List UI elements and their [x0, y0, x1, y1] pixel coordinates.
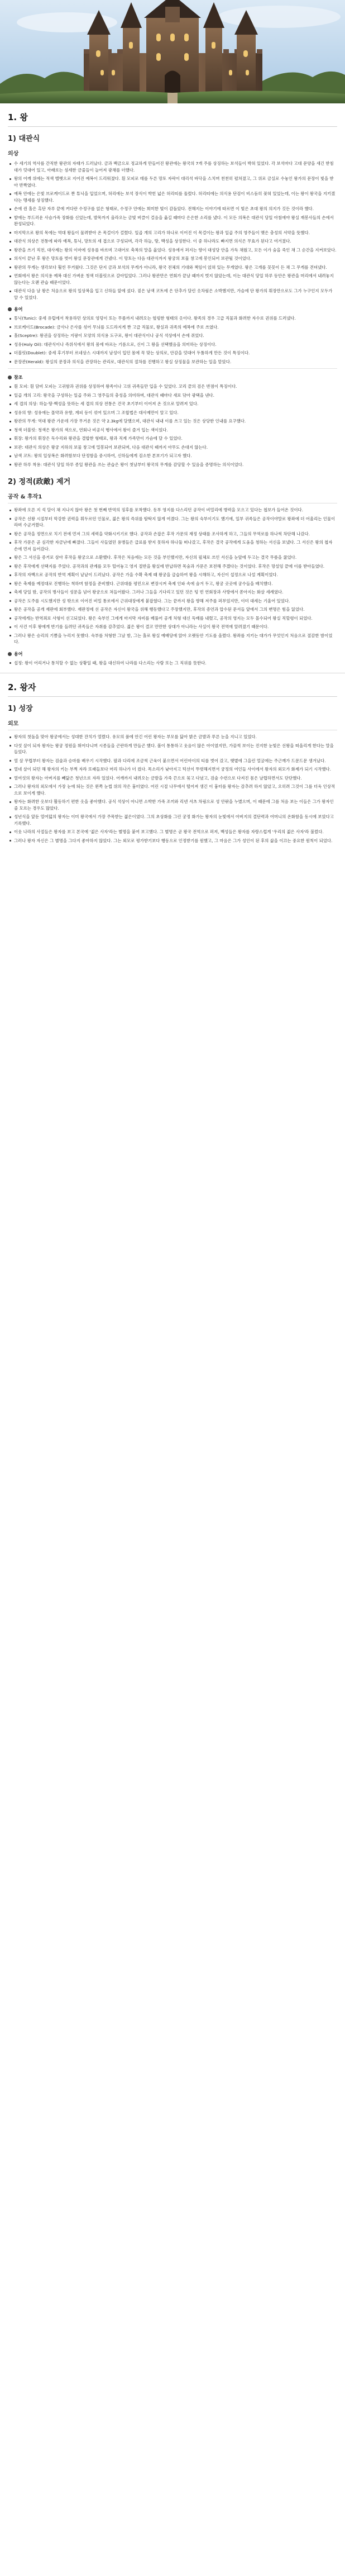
list-item: 공작은 선왕 시절부터 막강한 권력을 휘두르던 인물로, 젊은 왕의 즉위를 탐탁지 않게 여겼다. 그는 왕의 숙부이기도 했기에, 일부 귀족들은 공작이야말로 왕좌에 더 어울리는 인물이라며 수군거렸다. [8, 516, 337, 529]
list-item: 흰 모피: 흰 담비 모피는 고귀함과 권위를 상징하여 왕족이나 고위 귀족들만 입을 수 있었다. 꼬리 끝의 검은 반점이 특징이다. [8, 383, 337, 390]
block-heading: 공작 & 후작1 [8, 492, 337, 503]
list-item: 세 겹의 의상: 하늘·땅·백성을 뜻하는 세 겹의 의상 전통은 건국 초기부터 이어져 온 것으로 알려져 있다. [8, 401, 337, 407]
list-item: 연회에서 왕은 의식용 예복 대신 가벼운 청색 더블릿으로 갈아입었다. 그러나 왕관만은 연회가 끝날 때까지 벗지 않았는데, 이는 대관식 당일 하루 동안은 왕관을 머리에서 내려놓지 않는다는 오랜 관습 때문이었다. [8, 273, 337, 286]
list-item: 성유(Holy Oil): 대관식이나 즉위식에서 왕의 몸에 바르는 기름으로, 신이 그 왕을 선택했음을 의미하는 상징이다. [8, 341, 337, 348]
terms-heading-label: 용어 [14, 651, 23, 657]
list-item: 왕은 공작을 정면으로 치기 전에 먼저 그의 세력을 약화시키기로 했다. 공작과 손잡은 후작 가문의 재정 상태를 조사하게 하고, 그들의 무역로를 하나씩 차단해 나갔다. [8, 531, 337, 538]
bullet-list [8, 160, 337, 301]
list-item: 왕관을 쓰기 직전, 대사제는 왕의 이마에 성유를 바르며 고대어로 축복의 말을 읊었다. 성유에서 퍼지는 향이 대성당 안을 가득 채웠고, 모든 이가 숨을 죽인 채 그 순간을 지켜보았다. [8, 247, 337, 254]
list-item: 보관: 대관식 의상은 왕궁 지하의 보물 창고에 밀봉되어 보관되며, 다음 대관식 때까지 아무도 손대지 않는다. [8, 444, 337, 451]
list-item: 이 사건 이후 왕에게 반기를 들려던 귀족들은 자취를 감추었다. 젊은 왕이 결코 만만한 상대가 아니라는 사실이 왕국 전역에 알려졌기 때문이다. [8, 624, 337, 630]
list-item: 남색 코트: 왕의 일상복은 화려함보다 단정함을 중시하여, 신하들에게 검소한 본보기가 되고자 했다. [8, 453, 337, 459]
bullet-list [8, 734, 337, 844]
reference-heading [8, 374, 337, 381]
bullet-icon [8, 307, 12, 311]
list-item: 다섯 살이 되자 왕자는 왕궁 정원을 뛰어다니며 시종들을 곤란하게 만들곤 했다. 볼이 통통하고 웃음이 많은 아이였지만, 가끔씩 보이는 진지한 눈빛은 선왕을 떠올리게 한다는 말을 들었다. [8, 743, 337, 755]
list-item: 문장관(Herald): 왕실의 문장과 의식을 관장하는 관리로, 대관식의 절차를 진행하고 왕실 상징물을 보관하는 일을 맡았다. [8, 359, 337, 365]
list-item: 예복 안에는 은빛 브로케이드로 짠 튜닉을 입었으며, 허리에는 보석 장식이 박힌 넓은 허리띠를 둘렀다. 허리띠에는 의식용 단검이 비스듬히 꽂혀 있었는데, 이는 왕이 왕국을 지키겠다는 맹세를 상징했다. [8, 191, 337, 203]
terms-heading-label: 용어 [14, 307, 23, 312]
bullet-icon [8, 652, 12, 656]
list-item: 왕관의 무게: 역대 왕관 가운데 가장 무거운 것은 약 2.3kg에 달했으며, 대관식 내내 이를 쓰고 있는 것은 상당한 인내를 요구했다. [8, 418, 337, 425]
bullet-list [8, 507, 337, 645]
divider [8, 368, 337, 369]
list-item: 대관식 다음 날 왕은 처음으로 왕의 일상복을 입고 신하들 앞에 섰다. 짙은 남색 코트에 은 단추가 달린 옷차림은 소박했지만, 가슴에 단 왕가의 휘장만으로도 그가 누구인지 모두가 알 수 있었다. [8, 288, 337, 301]
list-item: 축제 당일 밤, 공작의 병사들이 성문을 넘어 왕궁으로 쳐들어왔다. 그러나 그들을 기다리고 있던 것은 텅 빈 연회장과 사방에서 쏟아지는 화살 세례였다. [8, 589, 337, 596]
subsection-title: 1) 성장 [8, 705, 33, 713]
list-item: 의식이 끝난 후 왕은 망토를 벗어 왕실 문장관에게 건넸다. 이 망토는 다음 대관식까지 왕궁의 보물 창고에 봉인되어 보관될 것이었다. [8, 255, 337, 262]
list-item: 그러나 왕자 자신은 그 별명을 그다지 좋아하지 않았다. 그는 외모로 평가받기보다 행동으로 인정받기를 원했고, 그 마음은 그가 성인이 된 후의 삶을 이끄는 중요한 원칙이 되었다. [8, 838, 337, 844]
list-item: 그러나 왕자의 외모에서 가장 눈에 띄는 것은 왼쪽 눈썹 위의 작은 흉터였다. 어린 시절 나무에서 떨어져 생긴 이 흉터를 왕자는 감추려 하지 않았고, 오히려 그것이 그를 더욱 인상적으로 보이게 했다. [8, 783, 337, 796]
terms-heading [8, 306, 337, 312]
list-item: 발에는 부드러운 사슴가죽 장화를 신었는데, 발목까지 올라오는 금빛 버클이 걸음을 옮길 때마다 은은한 소리를 냈다. 이 모든 의복은 대관식 당일 아침에야 왕실 재봉사들의 손에서 완성되었다. [8, 215, 337, 227]
castle-illustration [0, 0, 345, 103]
list-item: 청색 더블릿: 청색은 왕가의 색으로, 연회나 비공식 행사에서 왕이 즐겨 입는 색이었다. [8, 427, 337, 434]
list-item: 튜닉(Tunic): 중세 유럽에서 착용하던 상의로 엉덩이 또는 무릎까지 내려오는 헐렁한 형태의 옷이다. 왕족의 경우 고급 직물과 화려한 자수로 권위를 드러냈다. [8, 315, 337, 322]
list-item: 더블릿(Doublet): 중세 후기부터 르네상스 시대까지 남성이 입던 몸에 꼭 맞는 상의로, 안감을 덧대어 두툼하게 만든 것이 특징이다. [8, 350, 337, 357]
list-item: 일곱 개의 고리: 왕국을 구성하는 일곱 주와 그 영주들의 충성을 의미하며, 대관식 때마다 새로 닦아 광택을 낸다. [8, 392, 337, 399]
document-page [0, 0, 345, 855]
reference-heading-label: 참조 [14, 375, 23, 380]
reference-list [8, 383, 337, 468]
list-item: 왕관의 무게는 생각보다 훨씬 무거웠다. 그것은 단지 금과 보석의 무게가 아니라, 왕국 전체의 기대와 책임이 얹혀 있는 무게였다. 왕은 고개를 꼿꼿이 든 채 그 무게를 견뎌냈다. [8, 264, 337, 271]
block-heading: 의상 [8, 151, 19, 157]
list-item: 성유의 향: 성유에는 몰약과 유향, 계피 등이 섞여 있으며 그 조합법은 대사제만이 알고 있다. [8, 410, 337, 416]
list-item: 열여섯의 왕자는 아버지를 빼닮은 청년으로 자라 있었다. 어깨까지 내려오는 금발을 가죽 끈으로 묶고 다녔고, 검술 수련으로 다져진 몸은 날렵하면서도 단단했다. [8, 775, 337, 782]
list-item: 왕좌에 오른 지 석 달이 채 지나지 않아 왕은 첫 번째 반역의 징후를 포착했다. 동부 영지를 다스리던 공작이 비밀리에 병력을 모으고 있다는 첩보가 들어온 것이다. [8, 507, 337, 514]
list-item: 왕은 후작에게 선택지를 주었다. 공작과의 관계를 모두 털어놓고 영지 절반을 왕실에 반납하면 목숨과 가문은 보전해 주겠다는 것이었다. 후작은 망설임 끝에 이를 받아들였다. [8, 563, 337, 570]
list-item: 손에 쥔 홀은 흑단 자루 끝에 커다란 수정구를 얹은 형태로, 수정구 안에는 희미한 빛이 감돌았다. 전해지는 이야기에 따르면 이 빛은 초대 왕의 의지가 깃든 것이라 했다. [8, 206, 337, 212]
section-title: 1. 왕 [8, 111, 337, 127]
list-item: 이웃 나라의 사절들은 왕자를 보고 본국에 '젊은 사자'라는 별명을 붙여 보고했다. 그 별명은 곧 왕국 전역으로 퍼져, 백성들은 왕자를 자랑스럽게 '우리의 젊은 사자'라 불렀다. [8, 829, 337, 835]
list-item: 열 살 무렵부터 왕자는 검술과 승마를 배우기 시작했다. 팔과 다리에 조금씩 근육이 붙으면서 어린아이의 티를 벗어 갔고, 햇볕에 그을린 얼굴에는 주근깨가 드문드문 생겨났다. [8, 758, 337, 764]
list-item: 수 세기의 역사를 간직한 왕관의 자태가 드러났다. 금과 백금으로 정교하게 만들어진 왕관에는 왕국의 7개 주를 상징하는 보석들이 박혀 있었다. 각 보석마다 고대 문양을 새긴 받침대가 덧대어 있고, 아래로는 섬세한 금줄들이 늘어져 광채를 더했다. [8, 160, 337, 173]
list-item: 공작에게는 반역죄로 사형이 선고되었다. 왕은 숙부인 그에게 마지막 자비를 베풀어 공개 처형 대신 독배를 내렸고, 공작의 영지는 모두 몰수되어 왕실 직할령이 되었다. [8, 615, 337, 622]
list-item: 후작 가문은 곧 심각한 자금난에 빠졌다. 그들이 사들였던 용병들은 급료를 받지 못하자 하나둘 떠나갔고, 후작은 결국 공작에게 도움을 청하는 서신을 보냈다. 그 서신은 왕의 첩자 손에 먼저 들어갔다. [8, 539, 337, 552]
list-item: 대관식 의상은 전통에 따라 예복, 튜닉, 망토의 세 겹으로 구성되며, 각각 하늘, 땅, 백성을 상징한다. 이 중 하나라도 빠지면 의식은 무효가 된다고 여겨졌다. [8, 238, 337, 245]
list-item: 마지막으로 왕의 목에는 역대 왕들이 물려받아 온 목걸이가 걸렸다. 일곱 개의 고리가 하나로 이어진 이 목걸이는 왕과 일곱 주의 영주들이 맺은 충성의 서약을 뜻했다. [8, 230, 337, 236]
block-heading: 외모 [8, 719, 337, 730]
list-item: 휘장: 왕가의 휘장은 독수리와 왕관을 결합한 형태로, 왕과 직계 가족만이 가슴에 달 수 있었다. [8, 435, 337, 442]
list-item: 열네 살이 되던 해 왕자의 키는 부쩍 자라 또래들보다 머리 하나가 더 컸다. 목소리가 낮아지고 턱선이 뚜렷해지면서 궁정의 여인들 사이에서 왕자의 외모가 화제가 되기 시작했다. [8, 766, 337, 773]
list-item: 왕자는 화려한 옷보다 활동하기 편한 옷을 좋아했다. 공식 석상이 아니면 소박한 가죽 조끼와 리넨 셔츠 차림으로 성 안팎을 누볐으며, 이 때문에 그를 처음 보는 이들은 그가 왕자인 줄 모르는 경우도 많았다. [8, 799, 337, 811]
list-item: 왕의 어깨 위에는 적색 벨벳으로 지어진 예복이 드리워졌다. 흰 모피로 테를 두른 망토 자락이 대리석 바닥을 스치며 천천히 펼쳐졌고, 그 위로 금실로 수놓인 왕가의 문장이 빛을 받아 반짝였다. [8, 175, 337, 188]
terms-heading [8, 651, 337, 657]
list-item: 왕관 하루 착용: 대관식 당일 하루 종일 왕관을 쓰는 관습은 왕이 첫날부터 왕국의 무게를 감당할 수 있음을 증명하는 의식이었다. [8, 462, 337, 468]
list-item: 공작은 도주를 시도했지만 성 밖으로 이어진 비밀 통로에서 근위대장에게 붙잡혔다. 그는 끝까지 왕을 향해 저주를 퍼부었지만, 이미 대세는 기울어 있었다. [8, 598, 337, 605]
subsection-title: 1) 대관식 [8, 135, 40, 143]
bullet-icon [8, 376, 12, 379]
castle-image [0, 0, 345, 103]
list-item: 섭정: 왕이 어리거나 통치할 수 없는 상황일 때, 왕을 대신하여 나라를 다스리는 사람 또는 그 직위를 뜻한다. [8, 660, 337, 667]
section-prince [0, 681, 345, 844]
terms-list [8, 315, 337, 365]
list-item: 왕은 공작을 공개 재판에 회부했다. 재판정에 선 공작은 자신이 왕국을 위해 행동했다고 주장했지만, 후작의 증언과 압수된 문서들 앞에서 그의 변명은 힘을 잃었다. [8, 606, 337, 613]
subsection-title: 2) 정적(政敵) 제거 [8, 478, 71, 486]
terms-list [8, 660, 337, 667]
list-item: 왕자의 첫돌을 맞아 왕궁에서는 성대한 잔치가 열렸다. 유모의 품에 안긴 어린 왕자는 부모를 닮아 밝은 금발과 푸른 눈을 지니고 있었다. [8, 734, 337, 740]
list-item: 그러나 왕은 승리의 기쁨을 누리지 못했다. 숙부를 처형한 그날 밤, 그는 홀로 왕실 예배당에 앉아 오랫동안 기도를 올렸다. 왕좌를 지키는 대가가 무엇인지 처음으로 절감한 밤이었다. [8, 633, 337, 645]
list-item: 왕은 그 서신을 증거로 삼아 후작을 왕궁으로 소환했다. 후작은 처음에는 모든 것을 부인했지만, 자신의 필체로 쓰인 서신을 눈앞에 두고는 결국 무릎을 꿇었다. [8, 554, 337, 561]
section-title: 2. 왕자 [8, 681, 337, 697]
list-item: 후작의 자백으로 공작의 반역 계획이 낱낱이 드러났다. 공작은 가을 수확 축제 때 왕궁을 급습하여 왕을 시해하고, 자신이 섭정으로 나설 계획이었다. [8, 572, 337, 578]
list-item: 홀(Sceptre): 왕권을 상징하는 지팡이 모양의 의식용 도구로, 왕이 대관식이나 공식 석상에서 손에 쥐었다. [8, 332, 337, 339]
list-item: 성년식을 앞둔 열여덟의 왕자는 이미 왕국에서 가장 주목받는 젊은이였다. 그의 초상화를 그린 궁정 화가는 왕자의 눈빛에서 아버지의 결단력과 어머니의 온화함을 동시에 보았다고 기록했다. [8, 814, 337, 826]
list-item: 왕은 축제를 예정대로 진행하는 척하며 함정을 준비했다. 근위대를 평민으로 변장시켜 축제 인파 속에 숨겨 두고, 왕궁 곳곳에 궁수들을 배치했다. [8, 581, 337, 587]
list-item: 브로케이드(Brocade): 금사나 은사를 섞어 무늬를 도드라지게 짠 고급 직물로, 왕실과 귀족의 예복에 주로 쓰였다. [8, 324, 337, 331]
section-king [0, 111, 345, 666]
